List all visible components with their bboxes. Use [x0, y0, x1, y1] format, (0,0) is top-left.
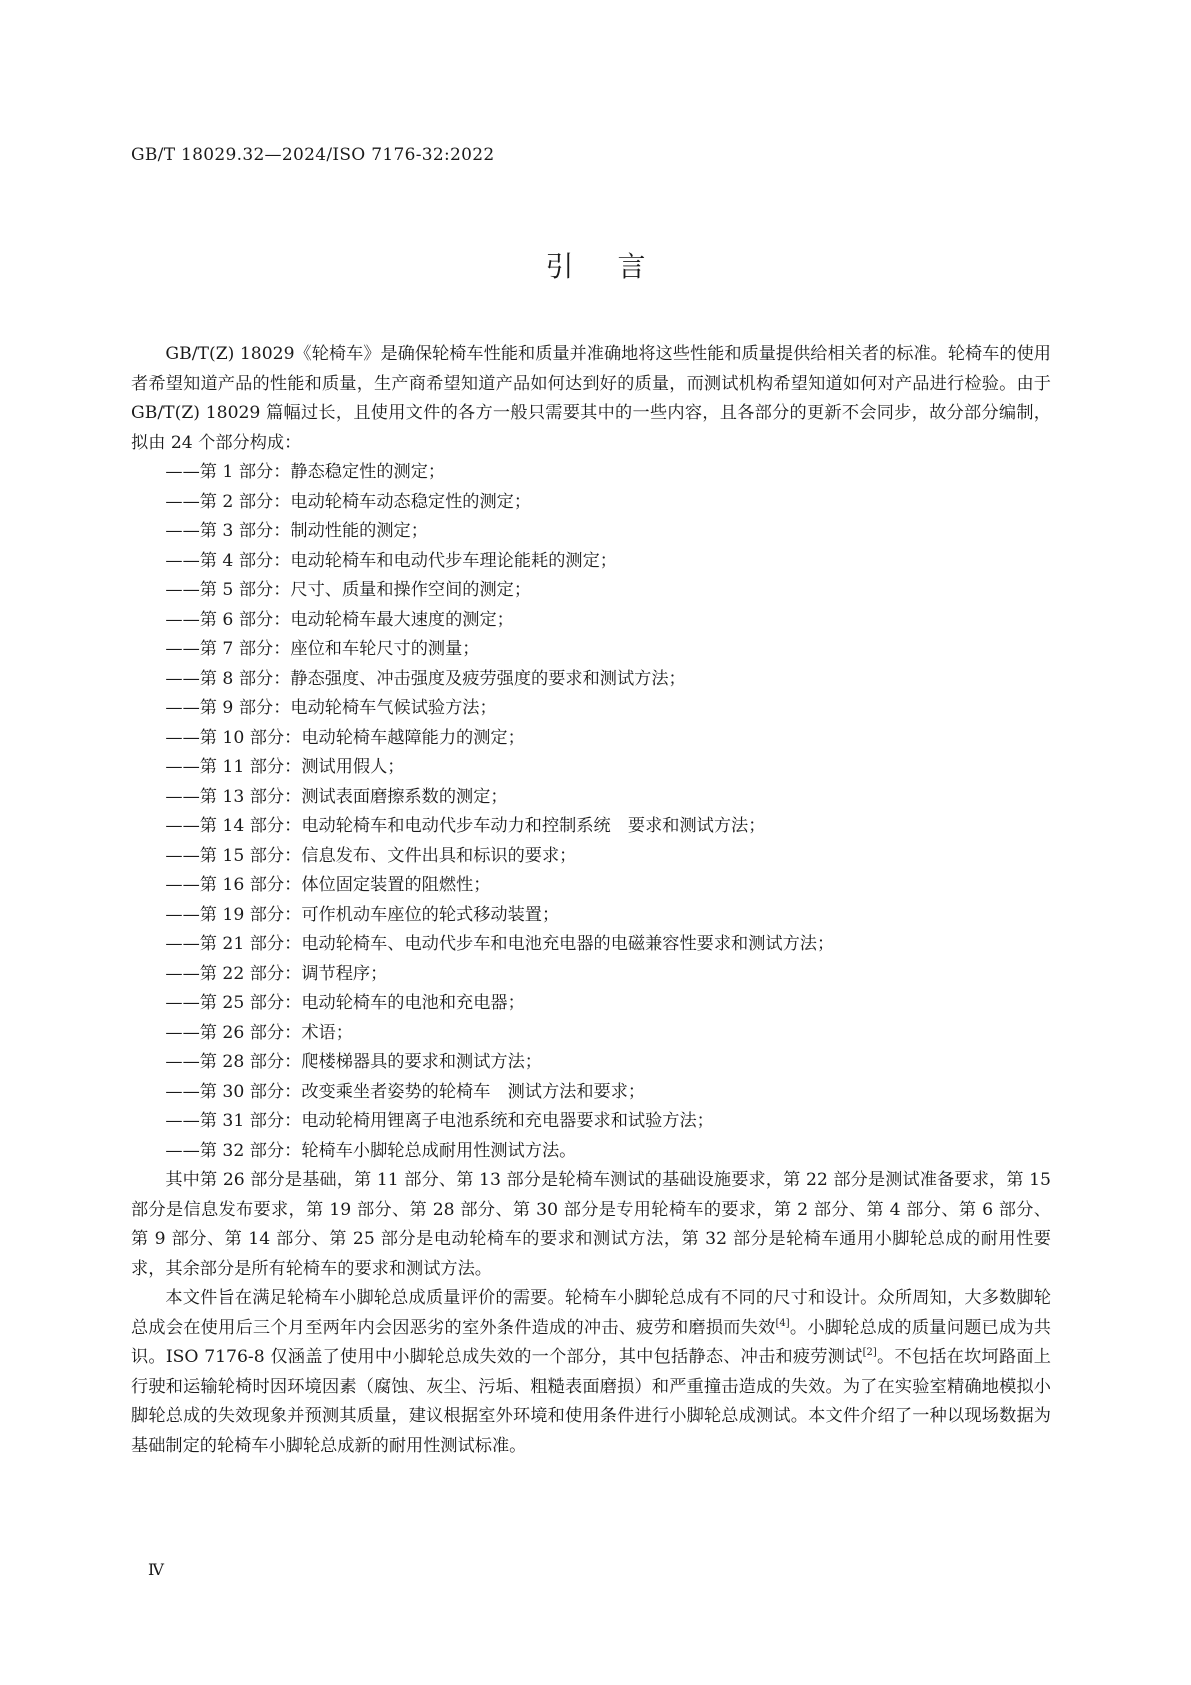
list-item: ——第 7 部分：座位和车轮尺寸的测量； — [165, 639, 480, 659]
reference-citation: [4] — [775, 1317, 790, 1329]
list-item: ——第 32 部分：轮椅车小脚轮总成耐用性测试方法。 — [165, 1140, 577, 1161]
list-item: ——第 14 部分：电动轮椅车和电动代步车动力和控制系统 要求和测试方法； — [165, 816, 766, 836]
page-title: 引言 — [545, 250, 690, 283]
list-item: ——第 26 部分：术语； — [165, 1022, 353, 1043]
introduction-body — [131, 340, 1051, 1461]
list-item: ——第 3 部分：制动性能的测定； — [165, 521, 428, 541]
list-item: ——第 2 部分：电动轮椅车动态稳定性的测定； — [165, 491, 532, 512]
list-item: ——第 28 部分：爬楼梯器具的要求和测试方法； — [165, 1052, 542, 1072]
list-item: ——第 15 部分：信息发布、文件出具和标识的要求； — [165, 845, 577, 866]
list-item: ——第 9 部分：电动轮椅车气候试验方法； — [165, 698, 497, 718]
reference-citation: [2] — [862, 1347, 877, 1358]
intro-paragraph-3 — [131, 1284, 1051, 1461]
list-item: ——第 13 部分：测试表面磨擦系数的测定； — [165, 786, 508, 807]
intro-paragraph-2: 其中第 26 部分是基础，第 11 部分、第 13 部分是轮椅车测试的基础设施要求，第 22 部分是测试准备要求，第 15 部分是信息发布要求，第 19 部分、第 28 部分、第 30 部分是专用轮椅车的要求，第 2 部分、第 4 部分、第 6 部分、第 9 部分、第 14 部分、第 25 部分是电动轮椅车的要求和测试方法，第 32 部分是轮椅车通用小脚轮总成的耐用性要求，其余部分是所有轮椅车的要求和测试方法。 — [131, 1170, 1051, 1279]
paragraph-text: 本文件旨在满足轮椅车小脚轮总成质量评价的需要。轮椅车小脚轮总成有不同的尺寸和设计。众所周知，大多数脚轮总成会在使用后三个月至两年内会因恶劣的室外条件造成的冲击、疲劳和磨损而失效 — [131, 1288, 1051, 1338]
paragraph-text: 。小脚轮总成的质量问题已成为共识。ISO 7176-8 仅涵盖了使用中小脚轮总成失效的一个部分，其中包括静态、冲击和疲劳测试 — [131, 1317, 1051, 1367]
list-item: ——第 21 部分：电动轮椅车、电动代步车和电池充电器的电磁兼容性要求和测试方法； — [165, 934, 835, 954]
list-item: ——第 31 部分：电动轮椅用锂离子电池系统和充电器要求和试验方法； — [165, 1111, 714, 1131]
standard-code: GB/T 18029.32—2024/ISO 7176-32:2022 — [131, 145, 495, 165]
list-item: ——第 5 部分：尺寸、质量和操作空间的测定； — [165, 580, 532, 600]
list-item: ——第 6 部分：电动轮椅车最大速度的测定； — [165, 609, 514, 630]
list-item: ——第 4 部分：电动轮椅车和电动代步车理论能耗的测定； — [165, 550, 617, 571]
list-item: ——第 16 部分：体位固定装置的阻燃性； — [165, 875, 491, 895]
page-number: Ⅳ — [148, 1560, 164, 1579]
list-item: ——第 11 部分：测试用假人； — [165, 757, 405, 777]
list-item: ——第 30 部分：改变乘坐者姿势的轮椅车 测试方法和要求； — [165, 1081, 646, 1102]
list-item: ——第 10 部分：电动轮椅车越障能力的测定； — [165, 727, 525, 748]
list-item: ——第 25 部分：电动轮椅车的电池和充电器； — [165, 993, 525, 1013]
intro-paragraph-1: GB/T(Z) 18029《轮椅车》是确保轮椅车性能和质量并准确地将这些性能和质量提供给相关者的标准。轮椅车的使用者希望知道产品的性能和质量，生产商希望知道产品如何达到好的质量，而测试机构希望知道如何对产品进行检验。由于 GB/T(Z) 18029 篇幅过长，且使用文件的各方一般只需要其中的一些内容，且各部分的更新不会同步，故分部分编制，拟由 24 个部分构成： — [131, 344, 1051, 453]
parts-list — [131, 458, 1051, 1166]
list-item: ——第 22 部分：调节程序； — [165, 963, 388, 984]
list-item: ——第 8 部分：静态强度、冲击强度及疲劳强度的要求和测试方法； — [165, 668, 686, 689]
list-item: ——第 1 部分：静态稳定性的测定； — [165, 462, 446, 482]
list-item: ——第 19 部分：可作机动车座位的轮式移动装置； — [165, 904, 560, 925]
paragraph-text: 。不包括在坎坷路面上行驶和运输轮椅时因环境因素（腐蚀、灰尘、污垢、粗糙表面磨损）和严重撞击造成的失效。为了在实验室精确地模拟小脚轮总成的失效现象并预测其质量，建议根据室外环境和使用条件进行小脚轮总成测试。本文件介绍了一种以现场数据为基础制定的轮椅车小脚轮总成新的耐用性测试标准。 — [131, 1347, 1051, 1456]
